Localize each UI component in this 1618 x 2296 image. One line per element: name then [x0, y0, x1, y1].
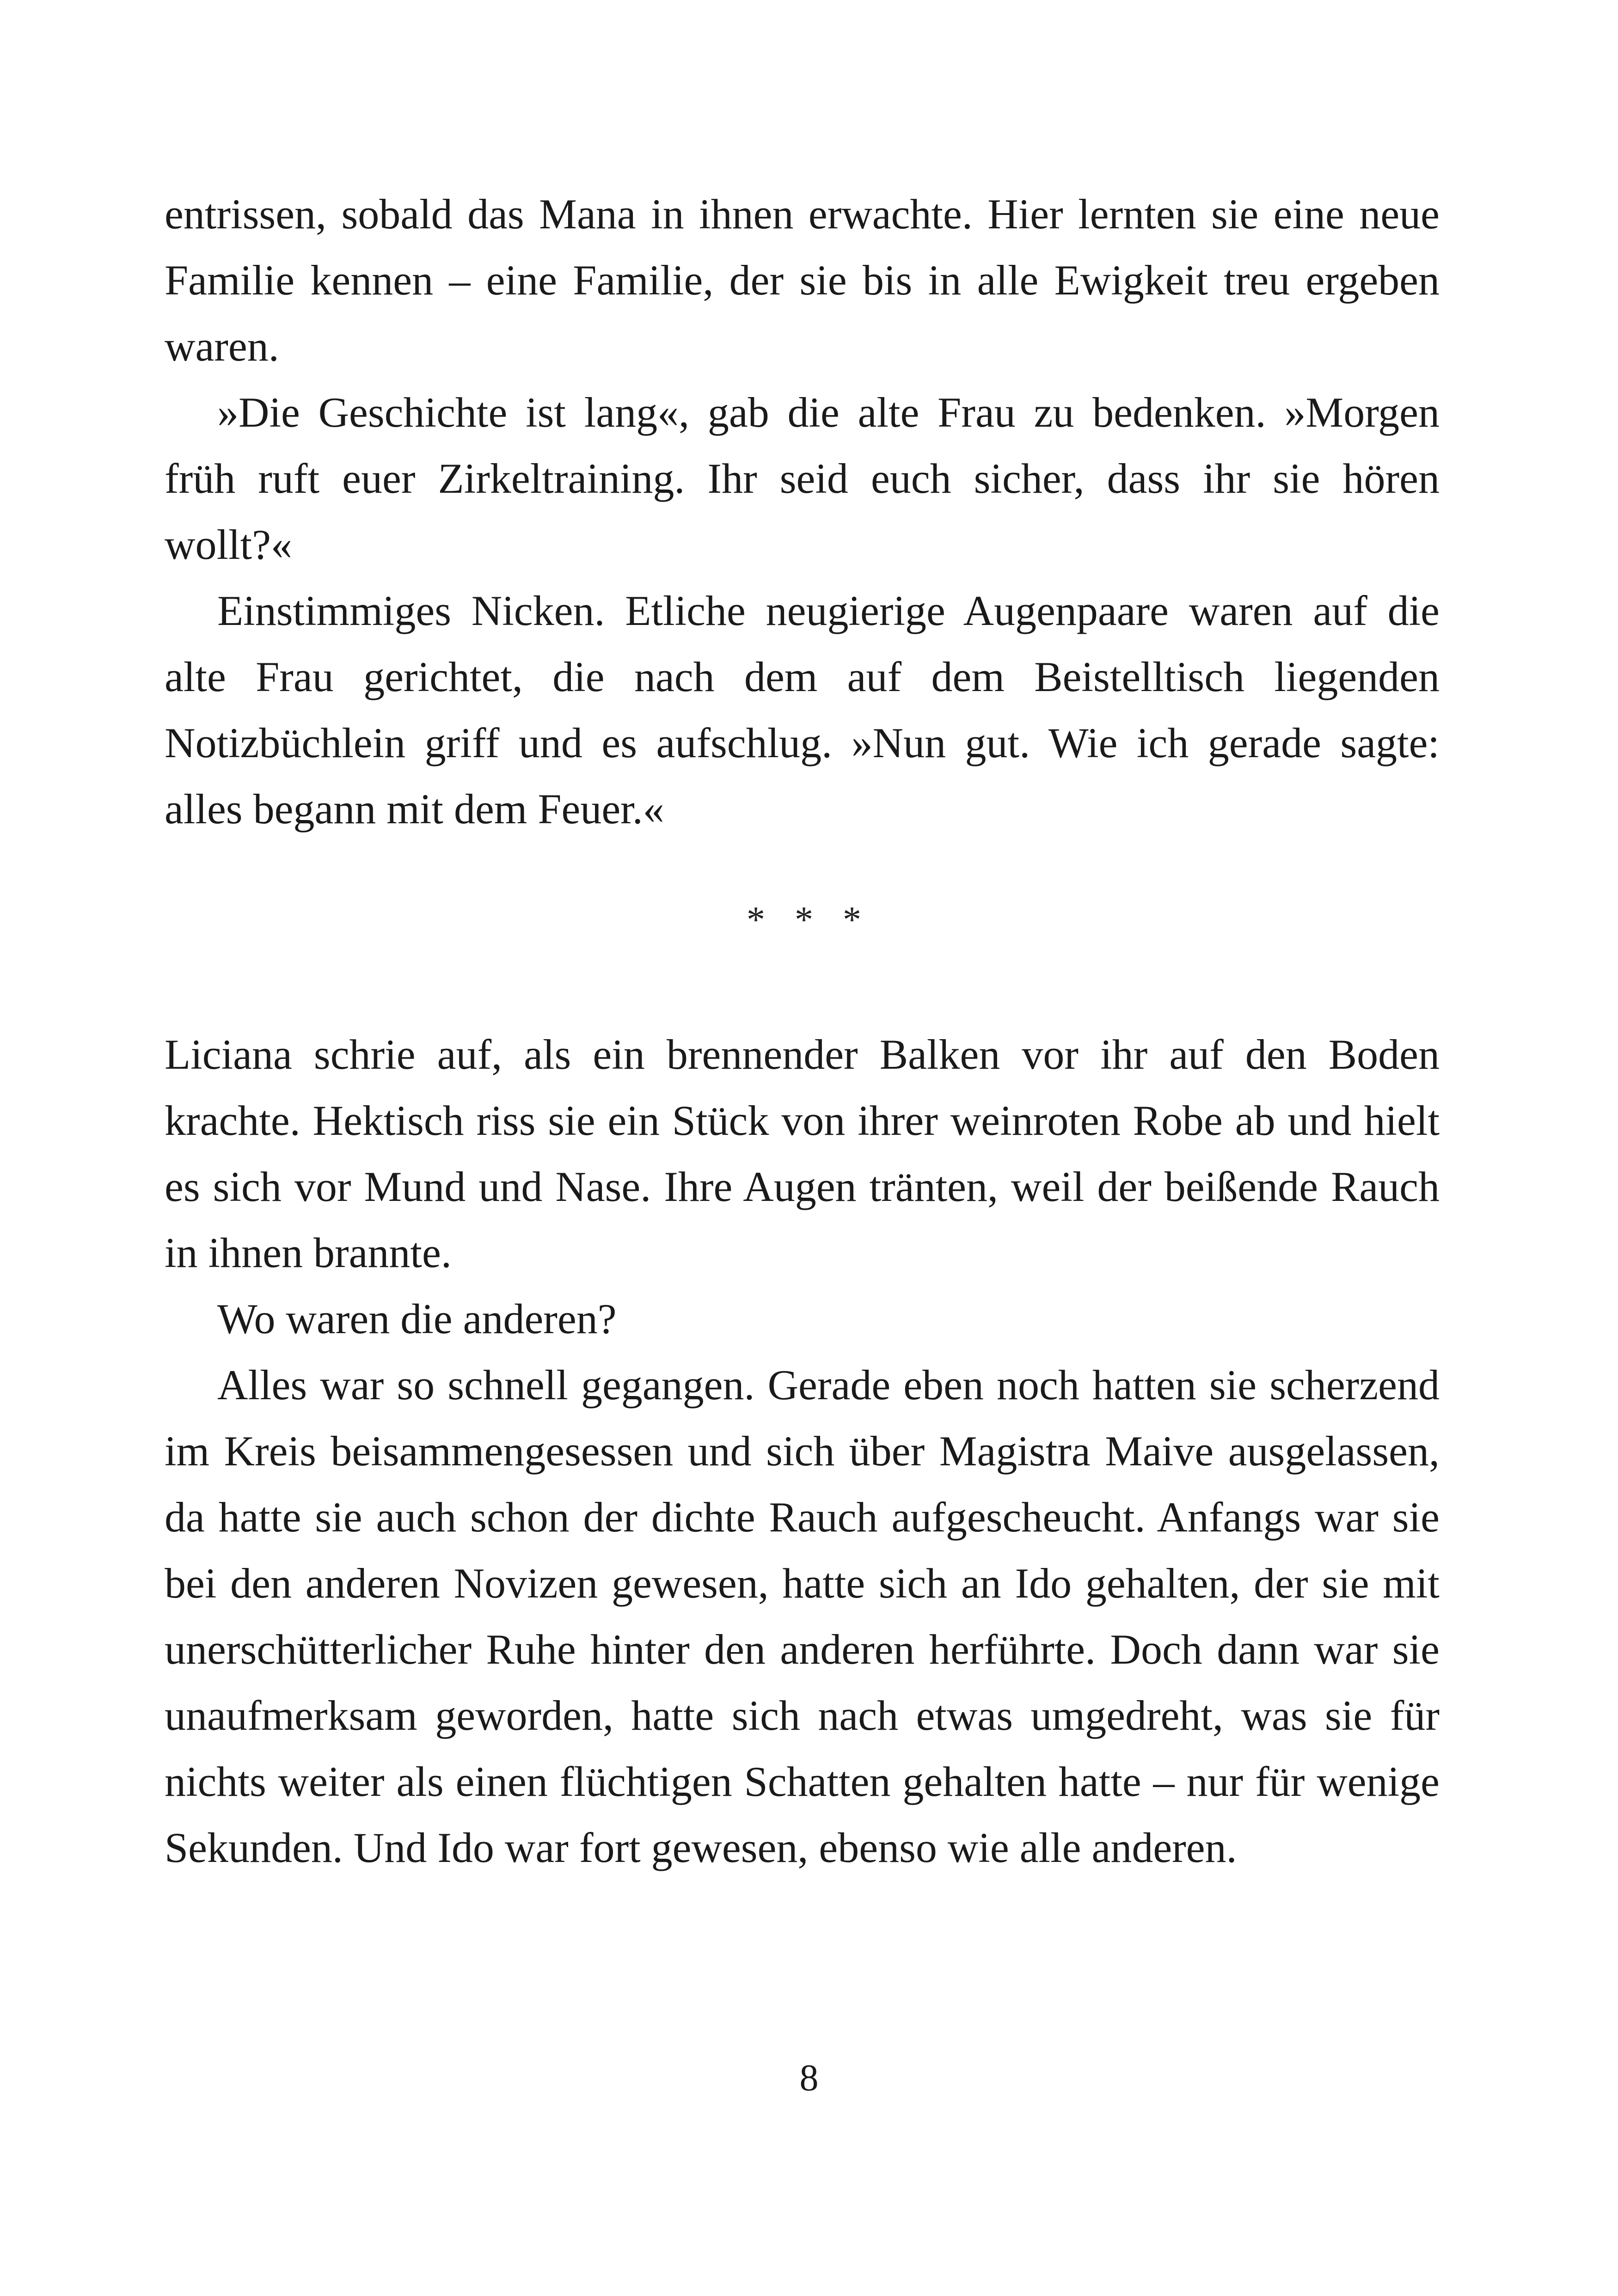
text-section-1	[165, 181, 1440, 842]
page-number: 8	[799, 2057, 819, 2099]
paragraph: Alles war so schnell gegangen. Gerade eben noch hatten sie scherzend im Kreis beisammengesessen und sich über Magistra Maive ausgelassen, da hatte sie auch schon der dichte Rauch aufgescheucht. Anfangs war sie bei den anderen Novizen gewesen, hatte sich an Ido gehalten, der sie mit unerschütterlicher Ruhe hinter den anderen herführte. Doch dann war sie unaufmerksam geworden, hatte sich nach etwas umgedreht, was sie für nichts weiter als einen flüchtigen Schatten gehalten hatte – nur für wenige Sekunden. Und Ido war fort gewesen, ebenso wie alle anderen.	[165, 1361, 1440, 1871]
paragraph: Liciana schrie auf, als ein brennender Balken vor ihr auf den Boden krachte. Hektisch riss sie ein Stück von ihrer weinroten Robe ab und hielt es sich vor Mund und Nase. Ihre Augen tränten, weil der beißende Rauch in ihnen brannte.	[165, 1031, 1440, 1276]
scene-break: * * *	[747, 900, 871, 940]
paragraph: entrissen, sobald das Mana in ihnen erwachte. Hier lernten sie eine neue Familie kennen – eine Familie, der sie bis in alle Ewigkeit treu ergeben waren.	[165, 190, 1440, 370]
paragraph: Wo waren die anderen?	[217, 1295, 617, 1342]
text-section-2	[165, 1022, 1440, 1881]
paragraph: Einstimmiges Nicken. Etliche neugierige Augenpaare waren auf die alte Frau gerichtet, die nach dem auf dem Beistelltisch liegenden Notizbüchlein griff und es aufschlug. »Nun gut. Wie ich gerade sagte: alles begann mit dem Feuer.«	[165, 587, 1440, 833]
paragraph: »Die Geschichte ist lang«, gab die alte Frau zu bedenken. »Morgen früh ruft euer Zirkeltraining. Ihr seid euch sicher, dass ihr sie hören wollt?«	[165, 389, 1440, 568]
